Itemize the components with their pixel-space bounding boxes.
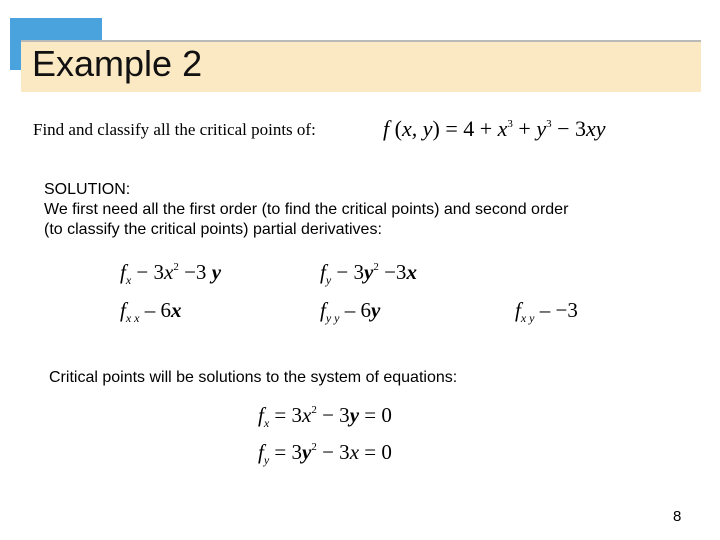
derivative-fxx: $f_{x x} - 6x$ <box>120 298 182 325</box>
page-number: 8 <box>673 508 682 525</box>
system-equation-1: $f_x = 3x^2 - 3y = 0$ <box>258 403 392 430</box>
solution-heading: SOLUTION: <box>44 181 131 198</box>
solution-text <box>44 180 568 240</box>
derivative-fx: $f_x - 3x^2 -3$ y <box>120 260 222 287</box>
critical-points-text: Critical points will be solutions to the system of equations: <box>49 369 458 386</box>
problem-text: Find and classify all the critical points of: <box>33 120 316 139</box>
system-equation-2: $f_y = 3y^2 - 3x = 0$ <box>258 440 392 467</box>
derivative-fxy: $f_{x y} - -3$ <box>515 298 578 325</box>
derivative-fy: $f_y - 3y^2 -3x$ <box>320 260 417 287</box>
derivative-fyy: $f_{y y} - 6y$ <box>320 298 381 325</box>
solution-line-2: (to classify the critical points) partial derivatives: <box>44 221 382 238</box>
solution-line-1: We first need all the first order (to find the critical points) and second order <box>44 201 569 218</box>
slide-title: Example 2 <box>32 43 203 84</box>
function-equation: f (x, $y) = 4 + x^3 + y^3 - 3xy$ <box>383 116 606 141</box>
